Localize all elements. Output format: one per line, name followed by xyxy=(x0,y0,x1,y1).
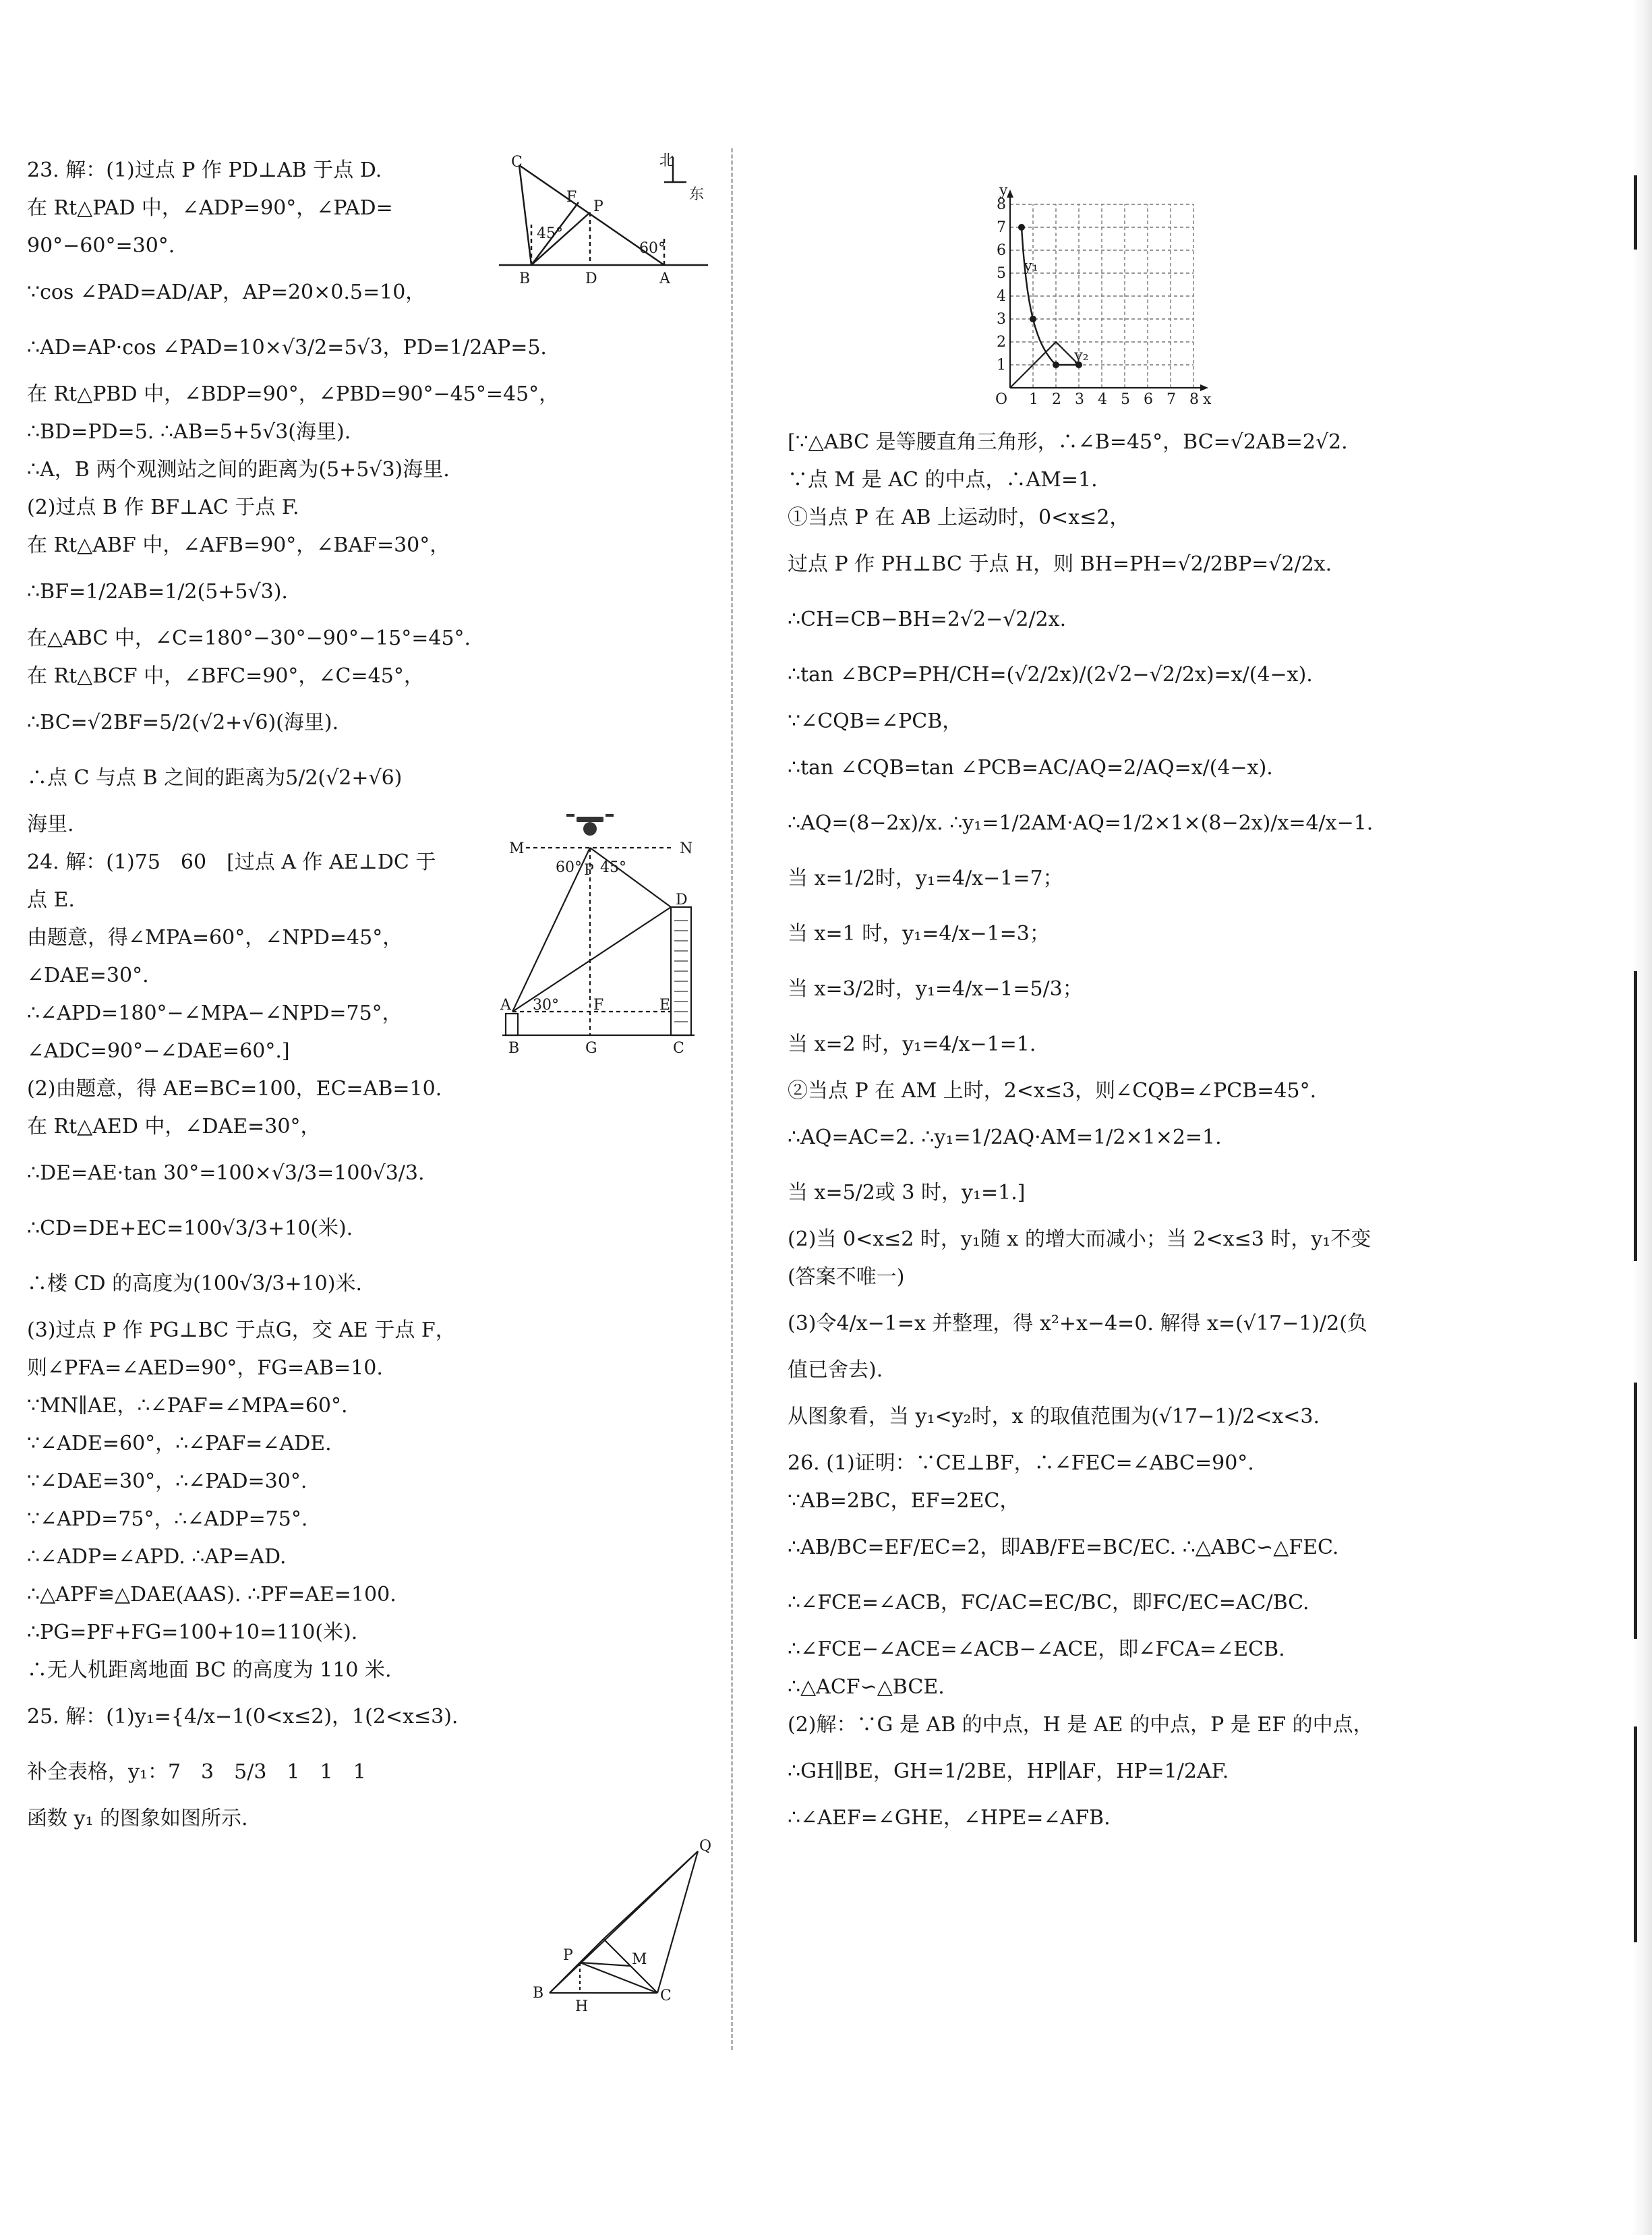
right-text-line: 当 x=1/2时，y₁=4/x−1=7； xyxy=(788,867,1063,890)
left-text-line: 25. 解：(1)y₁={4/x−1(0<x≤2)，1(2<x≤3). xyxy=(27,1705,459,1729)
drone-icon xyxy=(566,814,614,836)
fig24-label: P xyxy=(584,862,594,879)
figure-25-diagram xyxy=(529,1838,718,2023)
left-text-line: (3)过点 P 作 PG⊥BC 于点G，交 AE 于点 F， xyxy=(27,1318,456,1342)
fig23-label: C xyxy=(511,154,523,171)
fig23-label: F xyxy=(566,189,577,206)
function-graph xyxy=(983,148,1233,408)
series-y1-point xyxy=(1018,224,1025,231)
right-text-line: (2)解：∵G 是 AB 的中点，H 是 AE 的中点，P 是 EF 的中点， xyxy=(788,1713,1374,1737)
fig24-label: A xyxy=(500,997,511,1014)
scan-edge-mark xyxy=(1634,175,1637,250)
y-tick-label: 5 xyxy=(997,265,1006,282)
left-text-line: ∠DAE=30°. xyxy=(27,964,149,987)
right-text-line: ∵点 M 是 AC 的中点，∴AM=1. xyxy=(788,468,1098,492)
right-text-line: ∴tan ∠BCP=PH/CH=(√2/2x)/(2√2−√2/2x)=x/(4−x). xyxy=(788,663,1313,687)
left-text-line: ∴A，B 两个观测站之间的距离为(5+5√3)海里. xyxy=(27,458,450,482)
fig24-label: G xyxy=(585,1040,597,1057)
column-divider xyxy=(731,148,733,2050)
left-text-line: ∠ADC=90°−∠DAE=60°.] xyxy=(27,1039,290,1063)
left-text-line: 在 Rt△ABF 中，∠AFB=90°，∠BAF=30°， xyxy=(27,533,450,557)
left-text-line: ∵∠DAE=30°，∴∠PAD=30°. xyxy=(27,1470,307,1493)
y-axis-arrow xyxy=(1007,190,1013,198)
fig24-label: 60° xyxy=(556,859,582,876)
y-tick-label: 1 xyxy=(997,357,1006,374)
left-text-line: ∴BD=PD=5. ∴AB=5+5√3(海里). xyxy=(27,420,351,444)
left-text-line: ∴无人机距离地面 BC 的高度为 110 米. xyxy=(27,1658,392,1682)
x-tick-label: 5 xyxy=(1121,391,1130,408)
right-text-line: 当 x=5/2或 3 时，y₁=1.] xyxy=(788,1181,1026,1204)
right-text-line: 从图象看，当 y₁<y₂时，x 的取值范围为(√17−1)/2<x<3. xyxy=(788,1405,1320,1428)
left-text-line: (2)过点 B 作 BF⊥AC 于点 F. xyxy=(27,496,299,519)
fig25-label: C xyxy=(660,1987,672,2004)
figure-24-diagram xyxy=(499,813,715,1055)
right-text-line: ②当点 P 在 AM 上时，2<x≤3，则∠CQB=∠PCB=45°. xyxy=(788,1079,1317,1103)
left-text-line: ∴△APF≌△DAE(AAS). ∴PF=AE=100. xyxy=(27,1583,396,1606)
x-tick-label: 3 xyxy=(1075,391,1084,408)
series-y1-point xyxy=(1053,361,1059,368)
fig24-label: C xyxy=(673,1040,684,1057)
y-tick-label: 2 xyxy=(997,334,1006,351)
right-text-line: ∴GH∥BE，GH=1/2BE，HP∥AF，HP=1/2AF. xyxy=(788,1760,1229,1783)
x-tick-label: 7 xyxy=(1167,391,1176,408)
left-text-line: ∴BC=√2BF=5/2(√2+√6)(海里). xyxy=(27,711,339,734)
fig25-label: M xyxy=(632,1951,647,1968)
right-text-line: (答案不唯一) xyxy=(788,1265,905,1289)
left-text-line: 函数 y₁ 的图象如图所示. xyxy=(27,1807,248,1830)
x-tick-label: 2 xyxy=(1052,391,1061,408)
x-axis-arrow xyxy=(1200,384,1208,391)
y-tick-label: 3 xyxy=(997,311,1006,328)
right-text-line: ∴AB/BC=EF/EC=2，即AB/FE=BC/EC. ∴△ABC∽△FEC. xyxy=(788,1536,1339,1559)
right-text-line: ∴AQ=AC=2. ∴y₁=1/2AQ·AM=1/2×1×2=1. xyxy=(788,1126,1222,1149)
right-text-line: 过点 P 作 PH⊥BC 于点 H，则 BH=PH=√2/2BP=√2/2x. xyxy=(788,552,1332,576)
fig24-label: F xyxy=(593,997,604,1014)
x-tick-label: 6 xyxy=(1144,391,1153,408)
figure-23-diagram xyxy=(499,152,721,293)
right-text-line: (2)当 0<x≤2 时，y₁随 x 的增大而减小；当 2<x≤3 时，y₁不变 xyxy=(788,1227,1371,1251)
scan-edge-mark xyxy=(1634,971,1637,1261)
y-axis-label: y xyxy=(999,182,1008,199)
left-text-line: 在 Rt△PBD 中，∠BDP=90°，∠PBD=90°−45°=45°， xyxy=(27,382,560,406)
left-text-line: ∴BF=1/2AB=1/2(5+5√3). xyxy=(27,580,288,604)
left-text-line: (2)由题意，得 AE=BC=100，EC=AB=10. xyxy=(27,1077,442,1101)
left-text-line: 24. 解：(1)75 60 [过点 A 作 AE⊥DC 于 xyxy=(27,850,436,874)
fig23-label: P xyxy=(593,198,603,215)
left-text-line: 在 Rt△BCF 中，∠BFC=90°，∠C=45°， xyxy=(27,664,424,688)
fig25-label: Q xyxy=(699,1838,712,1855)
compass-east-label: 东 xyxy=(689,186,705,203)
right-text-line: ①当点 P 在 AB 上运动时，0<x≤2， xyxy=(788,506,1130,529)
fig23-label: 60° xyxy=(639,240,666,257)
left-text-line: ∴∠ADP=∠APD. ∴AP=AD. xyxy=(27,1545,287,1569)
compass-north-label: 北 xyxy=(659,152,675,169)
left-text-line: ∵∠ADE=60°，∴∠PAF=∠ADE. xyxy=(27,1432,332,1455)
left-text-line: ∴∠APD=180°−∠MPA−∠NPD=75°， xyxy=(27,1002,403,1025)
left-text-line: ∴DE=AE·tan 30°=100×√3/3=100√3/3. xyxy=(27,1161,425,1185)
series-y1-point xyxy=(1030,316,1036,322)
left-text-line: ∴点 C 与点 B 之间的距离为5/2(√2+√6) xyxy=(27,766,403,790)
fig24-label: 45° xyxy=(600,859,626,876)
right-text-line: (3)令4/x−1=x 并整理，得 x²+x−4=0. 解得 x=(√17−1)/2(负 xyxy=(788,1312,1367,1335)
left-text-line: 点 E. xyxy=(27,888,75,912)
left-text-line: 海里. xyxy=(27,813,74,836)
right-text-line: ∴tan ∠CQB=tan ∠PCB=AC/AQ=2/AQ=x/(4−x). xyxy=(788,756,1273,780)
scan-edge-mark xyxy=(1634,1726,1637,1942)
right-text-line: ∵AB=2BC，EF=2EC， xyxy=(788,1489,1020,1513)
right-text-line: 值已舍去). xyxy=(788,1358,883,1382)
fig24-label: E xyxy=(659,997,671,1014)
right-text-line: ∴CH=CB−BH=2√2−√2/2x. xyxy=(788,608,1067,631)
y-tick-label: 6 xyxy=(997,242,1006,259)
left-text-line: 由题意，得∠MPA=60°，∠NPD=45°， xyxy=(27,926,403,950)
series-y2-label: y₂ xyxy=(1074,347,1089,365)
right-text-line: ∴∠FCE−∠ACE=∠ACB−∠ACE，即∠FCA=∠ECB. xyxy=(788,1637,1285,1661)
fig24-label: D xyxy=(676,892,688,908)
graph-series xyxy=(1010,224,1082,388)
right-text-line: ∴△ACF∽△BCE. xyxy=(788,1675,945,1699)
fig23-label: B xyxy=(519,270,531,287)
left-text-line: 90°−60°=30°. xyxy=(27,234,175,258)
right-text-line: 当 x=1 时，y₁=4/x−1=3； xyxy=(788,922,1050,946)
left-text-line: ∴PG=PF+FG=100+10=110(米). xyxy=(27,1621,358,1644)
origin-label: O xyxy=(995,391,1008,408)
left-text-line: 则∠PFA=∠AED=90°，FG=AB=10. xyxy=(27,1356,383,1380)
fig23-label: A xyxy=(659,270,670,287)
left-text-line: 在 Rt△PAD 中，∠ADP=90°，∠PAD= xyxy=(27,196,393,220)
fig25-label: B xyxy=(533,1985,544,2002)
left-text-line: ∵cos ∠PAD=AD/AP，AP=20×0.5=10， xyxy=(27,281,426,304)
x-tick-label: 8 xyxy=(1189,391,1199,408)
left-text-line: 23. 解：(1)过点 P 作 PD⊥AB 于点 D. xyxy=(27,158,382,182)
left-text-line: 补全表格，y₁：7 3 5/3 1 1 1 xyxy=(27,1760,366,1784)
right-text-line: 当 x=3/2时，y₁=4/x−1=5/3； xyxy=(788,977,1083,1001)
x-axis-label: x xyxy=(1203,391,1212,408)
fig24-label: B xyxy=(508,1040,520,1057)
right-text-line: ∴AQ=(8−2x)/x. ∴y₁=1/2AM·AQ=1/2×1×(8−2x)/x=4/x−1. xyxy=(788,811,1374,835)
series-y1-label: y₁ xyxy=(1024,258,1038,275)
left-text-line: 在 Rt△AED 中，∠DAE=30°， xyxy=(27,1115,321,1138)
left-text-line: ∵∠APD=75°，∴∠ADP=75°. xyxy=(27,1507,308,1531)
left-text-line: ∴AD=AP·cos ∠PAD=10×√3/2=5√3，PD=1/2AP=5. xyxy=(27,336,547,359)
left-text-line: ∵MN∥AE，∴∠PAF=∠MPA=60°. xyxy=(27,1394,348,1418)
left-text-line: ∴CD=DE+EC=100√3/3+10(米). xyxy=(27,1217,353,1240)
right-text-line: [∵△ABC 是等腰直角三角形，∴∠B=45°，BC=√2AB=2√2. xyxy=(788,430,1348,454)
right-text-line: 26. (1)证明：∵CE⊥BF，∴∠FEC=∠ABC=90°. xyxy=(788,1451,1254,1475)
scan-edge-mark xyxy=(1634,1383,1637,1639)
x-tick-label: 1 xyxy=(1029,391,1038,408)
right-text-line: ∴∠FCE=∠ACB，FC/AC=EC/BC，即FC/EC=AC/BC. xyxy=(788,1591,1309,1615)
fig23-label: 45° xyxy=(537,225,563,242)
fig25-label: H xyxy=(575,1998,589,2015)
fig24-label: 30° xyxy=(533,997,559,1014)
fig24-label: N xyxy=(680,840,693,857)
right-text-line: ∴∠AEF=∠GHE，∠HPE=∠AFB. xyxy=(788,1806,1111,1830)
left-text-line: ∴楼 CD 的高度为(100√3/3+10)米. xyxy=(27,1272,362,1296)
x-tick-label: 4 xyxy=(1098,391,1107,408)
y-tick-label: 7 xyxy=(997,219,1006,236)
left-text-line: 在△ABC 中，∠C=180°−30°−90°−15°=45°. xyxy=(27,627,471,650)
y-tick-label: 8 xyxy=(997,196,1006,213)
right-text-line: 当 x=2 时，y₁=4/x−1=1. xyxy=(788,1033,1036,1056)
fig24-label: M xyxy=(509,840,525,857)
y-tick-label: 4 xyxy=(997,288,1006,305)
fig23-label: D xyxy=(585,270,597,287)
right-column xyxy=(788,424,1469,1837)
fig25-label: P xyxy=(563,1947,573,1964)
right-text-line: ∵∠CQB=∠PCB， xyxy=(788,709,963,733)
